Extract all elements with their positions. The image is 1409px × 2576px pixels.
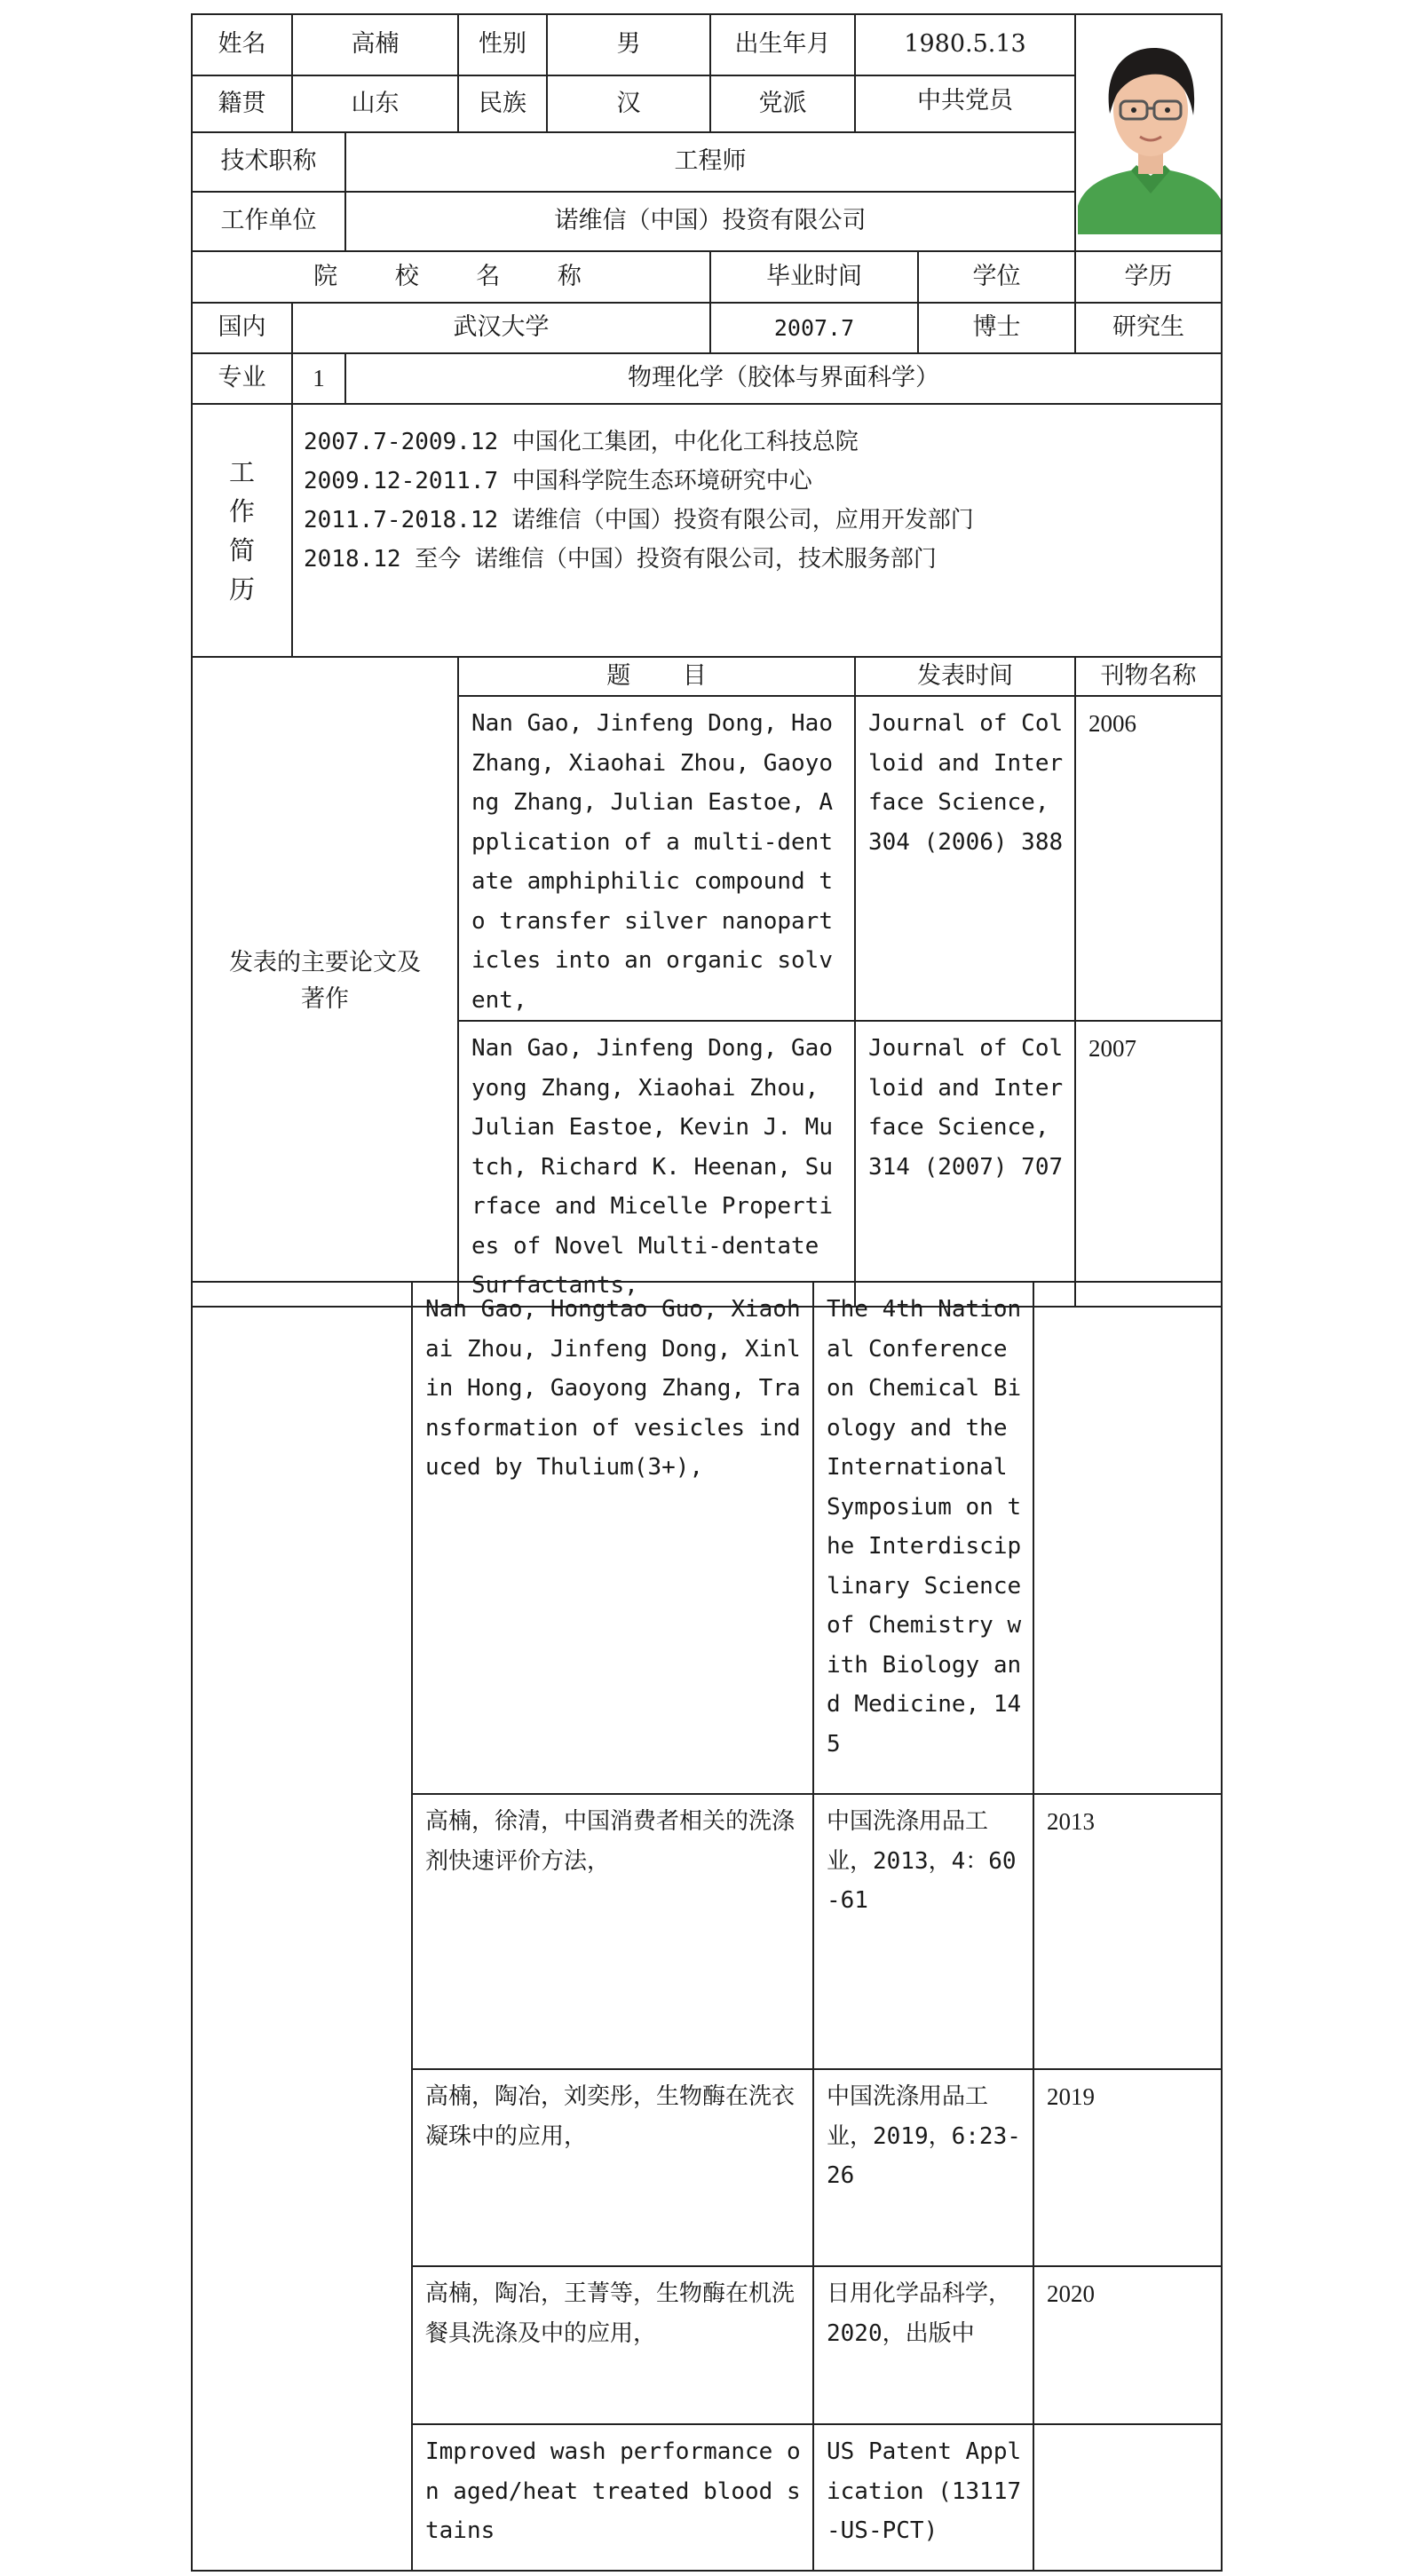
name-label: 姓名: [192, 14, 292, 75]
publications-continued-table: [191, 1281, 1223, 2572]
major-label: 专业: [192, 353, 292, 404]
qualification-header: 学历: [1075, 251, 1222, 303]
publication-date: 中国洗涤用品工业，2019，6:23-26: [813, 2069, 1033, 2266]
work-history-label-cell: [192, 404, 292, 657]
gender-label: 性别: [458, 14, 547, 75]
school-header: 院 校 名 称: [192, 251, 710, 303]
party-value: 中共党员: [855, 75, 1075, 132]
school-value: 武汉大学: [292, 303, 710, 353]
publication-journal-header: 刊物名称: [1075, 657, 1222, 696]
publication-title: Improved wash performance on aged/heat treated blood stains: [412, 2424, 813, 2571]
work-history-label: 工作简历: [228, 456, 255, 604]
publication-journal: [1033, 1282, 1222, 1794]
ethnicity-label: 民族: [458, 75, 547, 132]
publication-journal: 2013: [1033, 1794, 1222, 2069]
publication-journal: 2007: [1075, 1021, 1222, 1307]
publication-date: 中国洗涤用品工业，2013，4：60-61: [813, 1794, 1033, 2069]
resume-form-table: [191, 13, 1223, 1308]
work-history-entry: 2009.12-2011.7 中国科学院生态环境研究中心: [304, 468, 812, 494]
title-label: 技术职称: [192, 132, 345, 192]
work-history-list: [293, 405, 1221, 579]
photo-cell: [1075, 14, 1222, 251]
publications-label: 发表的主要论文及著作: [192, 657, 458, 1307]
publication-date: The 4th National Conference on Chemical Biology and the International Symposium on the Interdisciplinary Science of Chemistry with Biology and Medicine, 145: [813, 1282, 1033, 1794]
publication-title: 高楠，徐清，中国消费者相关的洗涤剂快速评价方法，: [412, 1794, 813, 2069]
birth-value: 1980.5.13: [855, 14, 1075, 75]
region-label: 国内: [192, 303, 292, 353]
publication-title: 高楠，陶冶，王菁等，生物酶在机洗餐具洗涤及中的应用，: [412, 2266, 813, 2424]
publication-date: US Patent Application (13117-US-PCT): [813, 2424, 1033, 2571]
publication-date: Journal of Colloid and Interface Science, 314 (2007) 707: [855, 1021, 1075, 1307]
publication-journal: 2019: [1033, 2069, 1222, 2266]
publication-title: 高楠，陶冶，刘奕彤，生物酶在洗衣凝珠中的应用，: [412, 2069, 813, 2266]
native-value: 山东: [292, 75, 458, 132]
publication-title-header: 题 目: [458, 657, 855, 696]
work-history-entry: 2011.7-2018.12 诺维信（中国）投资有限公司，应用开发部门: [304, 507, 974, 533]
grad-time-header: 毕业时间: [710, 251, 918, 303]
degree-value: 博士: [918, 303, 1075, 353]
grad-time-value: 2007.7: [710, 303, 918, 353]
work-history-cell: [292, 404, 1222, 657]
publication-title: Nan Gao, Jinfeng Dong, Gaoyong Zhang, Xiaohai Zhou, Julian Eastoe, Kevin J. Mutch, Richard K. Heenan, Surface and Micelle Properties of Novel Multi-dentate Surfactants,: [458, 1021, 855, 1307]
publication-date: 日用化学品科学，2020，出版中: [813, 2266, 1033, 2424]
gender-value: 男: [547, 14, 710, 75]
publication-title: Nan Gao, Jinfeng Dong, Hao Zhang, Xiaohai Zhou, Gaoyong Zhang, Julian Eastoe, Application of a multi-dentate amphiphilic compound to transfer silver nanoparticles into an organic solvent,: [458, 696, 855, 1021]
name-value: 高楠: [292, 14, 458, 75]
ethnicity-value: 汉: [547, 75, 710, 132]
birth-label: 出生年月: [710, 14, 855, 75]
employer-label: 工作单位: [192, 192, 345, 251]
publication-date: Journal of Colloid and Interface Science, 304 (2006) 388: [855, 696, 1075, 1021]
qualification-value: 研究生: [1075, 303, 1222, 353]
major-value: 物理化学（胶体与界面科学）: [345, 353, 1222, 404]
portrait-photo-icon: [1076, 32, 1222, 234]
publication-title: Nan Gao, Hongtao Guo, Xiaohai Zhou, Jinfeng Dong, Xinlin Hong, Gaoyong Zhang, Transformation of vesicles induced by Thulium(3+),: [412, 1282, 813, 1794]
publications-label-continued: [192, 1282, 412, 2571]
work-history-entry: 2018.12 至今 诺维信（中国）投资有限公司，技术服务部门: [304, 546, 937, 573]
major-index: 1: [292, 353, 345, 404]
title-value: 工程师: [345, 132, 1075, 192]
degree-header: 学位: [918, 251, 1075, 303]
publication-journal: 2006: [1075, 696, 1222, 1021]
publication-date-header: 发表时间: [855, 657, 1075, 696]
work-history-entry: 2007.7-2009.12 中国化工集团，中化化工科技总院: [304, 429, 859, 455]
employer-value: 诺维信（中国）投资有限公司: [345, 192, 1075, 251]
party-label: 党派: [710, 75, 855, 132]
table-row: [192, 1282, 1222, 1794]
native-label: 籍贯: [192, 75, 292, 132]
publication-journal: [1033, 2424, 1222, 2571]
publication-journal: 2020: [1033, 2266, 1222, 2424]
